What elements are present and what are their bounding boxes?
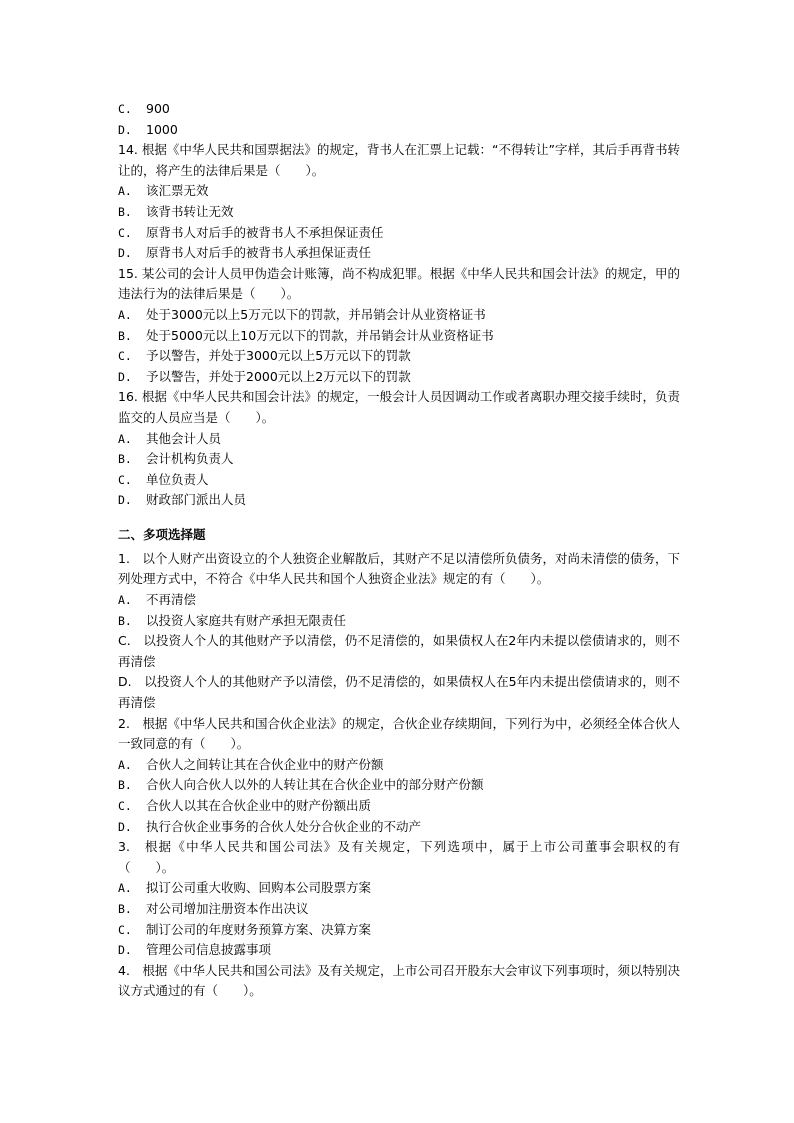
option-label: D. [118,246,132,261]
option-text: 单位负责人 [146,471,209,487]
multi-question-3-stem: 3. 根据《中华人民共和国公司法》及有关规定，下列选项中，属于上市公司董事会职权的有（ ）。 [118,839,680,875]
option-label: B. [118,778,132,793]
option-label: B. [118,204,132,219]
option-label: A. [118,881,132,896]
option-text: 以投资人个人的其他财产予以清偿，仍不足清偿的，如果债权人在5年内未提出偿债请求的，则不再清偿 [118,674,680,711]
option-d [118,120,680,141]
q16-option-d [118,490,680,511]
option-text: 财政部门派出人员 [146,492,247,508]
option-text: 拟订公司重大收购、回购本公司股票方案 [146,880,372,896]
m1-option-c [118,631,680,672]
q14-option-b [118,202,680,223]
option-label: B. [118,613,132,628]
option-text: 其他会计人员 [146,430,222,446]
option-text: 会计机构负责人 [146,451,234,467]
option-text: 处于5000元以上10万元以下的罚款，并吊销会计从业资格证书 [146,327,494,343]
m1-option-b [118,611,680,632]
m2-option-d [118,817,680,838]
option-text: 予以警告，并处于3000元以上5万元以下的罚款 [146,348,411,364]
option-label: C. [118,349,132,364]
m1-option-d [118,672,680,713]
option-text: 以投资人家庭共有财产承担无限责任 [146,612,347,628]
m3-option-b [118,899,680,920]
question-16-stem: 16. 根据《中华人民共和国会计法》的规定，一般会计人员因调动工作或者离职办理交接手续时，负责监交的人员应当是（ ）。 [118,389,680,425]
m2-option-b [118,775,680,796]
m1-option-a [118,590,680,611]
m3-option-a [118,878,680,899]
option-text: 原背书人对后手的被背书人不承担保证责任 [146,224,384,240]
option-label: A. [118,757,132,772]
option-label: D. [118,369,132,384]
option-text: 处于3000元以上5万元以下的罚款，并吊销会计从业资格证书 [146,306,486,322]
option-label: B. [118,452,132,467]
m2-option-c [118,796,680,817]
m2-option-a [118,755,680,776]
option-label: D. [118,943,132,958]
option-text: 900 [146,101,170,116]
q14-option-d [118,243,680,264]
q15-option-d [118,367,680,388]
option-label: B. [118,328,132,343]
question-15-stem: 15. 某公司的会计人员甲伪造会计账簿，尚不构成犯罪。根据《中华人民共和国会计法》的规定，甲的违法行为的法律后果是（ ）。 [118,265,680,302]
q14-option-c [118,223,680,244]
question-14-stem: 14. 根据《中华人民共和国票据法》的规定，背书人在汇票上记载：“不得转让”字样，其后手再背书转让的，将产生的法律后果是（ ）。 [118,142,680,178]
option-label: B. [118,901,132,916]
q15-option-c [118,346,680,367]
option-label: C. [118,472,132,487]
option-label: D. [118,674,132,690]
option-label: A. [118,431,132,446]
option-label: A. [118,593,132,608]
option-text: 合伙人以其在合伙企业中的财产份额出质 [146,798,372,813]
option-text: 该背书转让无效 [146,203,234,219]
document-page [118,99,680,1002]
option-text: 原背书人对后手的被背书人承担保证责任 [146,245,372,261]
option-label: C. [118,102,132,116]
m3-option-d [118,940,680,961]
option-text: 合伙人向合伙人以外的人转让其在合伙企业中的部分财产份额 [146,777,484,793]
option-text: 1000 [146,121,178,137]
q16-option-a [118,429,680,450]
multi-question-4-stem: 4. 根据《中华人民共和国公司法》及有关规定，上市公司召开股东大会审议下列事项时，须以特别决议方式通过的有（ ）。 [118,962,680,999]
option-text: 予以警告，并处于2000元以上2万元以下的罚款 [146,368,411,384]
option-text: 合伙人之间转让其在合伙企业中的财产份额 [146,756,384,772]
option-text: 对公司增加注册资本作出决议 [146,900,309,916]
option-c [118,99,680,120]
option-label: A. [118,307,132,322]
option-text: 不再清偿 [146,592,197,608]
section-heading: 二、多项选择题 [118,526,206,542]
option-label: C. [118,799,132,813]
option-text: 以投资人个人的其他财产予以清偿，仍不足清偿的，如果债权人在2年内未提以偿债请求的，则不再清偿 [118,633,680,669]
option-text: 执行合伙企业事务的合伙人处分合伙企业的不动产 [146,818,422,834]
option-label: C. [118,633,131,649]
q16-option-c [118,470,680,491]
option-label: D. [118,493,132,508]
multi-question-2-stem: 2. 根据《中华人民共和国合伙企业法》的规定，合伙企业存续期间，下列行为中，必须经全体合伙人一致同意的有（ ）。 [118,715,680,752]
option-label: C. [118,922,132,937]
multi-question-1-stem: 1. 以个人财产出资设立的个人独资企业解散后，其财产不足以清偿所负债务，对尚未清偿的债务，下列处理方式中，不符合《中华人民共和国个人独资企业法》规定的有（ ）。 [118,550,680,587]
option-label: A. [118,184,132,199]
option-text: 制订公司的年度财务预算方案、决算方案 [146,921,372,937]
option-text: 该汇票无效 [146,183,209,199]
option-text: 管理公司信息披露事项 [146,942,272,958]
option-label: C. [118,225,132,240]
m3-option-c [118,920,680,941]
q15-option-a [118,305,680,326]
q14-option-a [118,181,680,202]
option-label: D. [118,122,132,137]
option-label: D. [118,819,132,834]
q15-option-b [118,326,680,347]
q16-option-b [118,449,680,470]
